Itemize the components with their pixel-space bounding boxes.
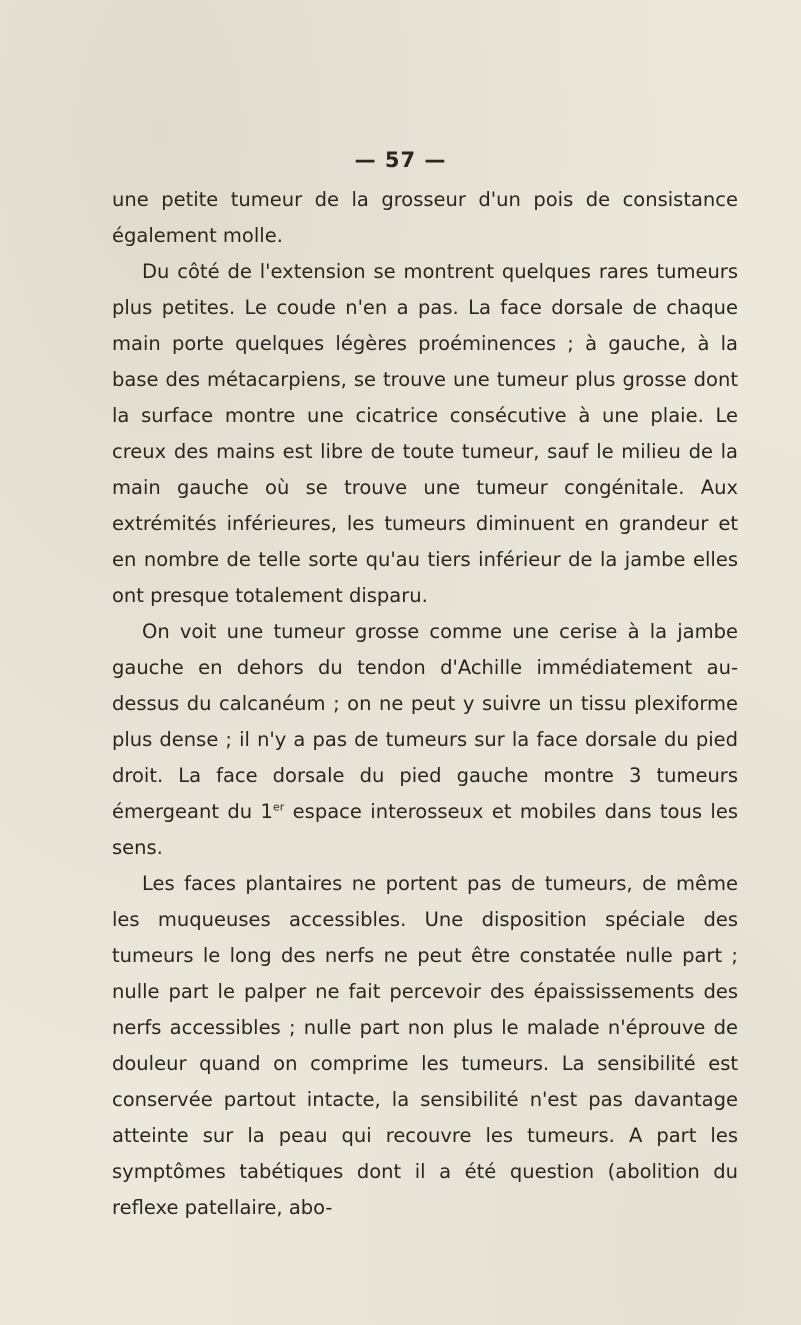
paragraph-2: Du côté de l'extension se montrent quelques rares tumeurs plus petites. Le coude n'en a pas. La face dorsale de chaque main porte quelques légères proéminences ; à gauche, à la base des métacarpiens, se trouve une tumeur plus grosse dont la surface montre une cicatrice consécutive à une plaie. Le creux des mains est libre de toute tumeur, sauf le milieu de la main gauche où se trouve une tumeur congénitale. Aux extrémités inférieures, les tumeurs diminuent en grandeur et en nombre de telle sorte qu'au tiers inférieur de la jambe elles ont presque totalement disparu. bbox=[112, 260, 738, 607]
paragraph-4: Les faces plantaires ne portent pas de tumeurs, de même les muqueuses accessibles. Une disposition spéciale des tumeurs le long des nerfs ne peut être constatée nulle part ; nulle part le palper ne fait percevoir des épaississements des nerfs accessibles ; nulle part non plus le malade n'éprouve de douleur quand on comprime les tumeurs. La sensibilité est conservée partout intacte, la sensibilité n'est pas davantage atteinte sur la peau qui recouvre les tumeurs. A part les symptômes tabétiques dont il a été question (abolition du reflexe patellaire, abo- bbox=[112, 872, 738, 1219]
paragraph-3-text-before: On voit une tumeur grosse comme une cerise à la jambe gauche en dehors du tendon d'Achille immédiatement au-dessus du calcanéum ; on ne peut y suivre un tissu plexiforme plus dense ; il n'y a pas de tumeurs sur la face dorsale du pied droit. La face dorsale du pied gauche montre 3 tumeurs émergeant du 1 bbox=[112, 620, 738, 823]
paragraph-1: une petite tumeur de la grosseur d'un pois de consistance également molle. bbox=[112, 188, 738, 247]
page-number: — 57 — bbox=[354, 148, 447, 172]
paragraph-3-text-after: espace interosseux et mobiles dans tous les sens. bbox=[112, 800, 738, 859]
ordinal-superscript: er bbox=[272, 800, 285, 814]
body-text bbox=[112, 182, 738, 1226]
paragraph-3 bbox=[112, 614, 738, 866]
